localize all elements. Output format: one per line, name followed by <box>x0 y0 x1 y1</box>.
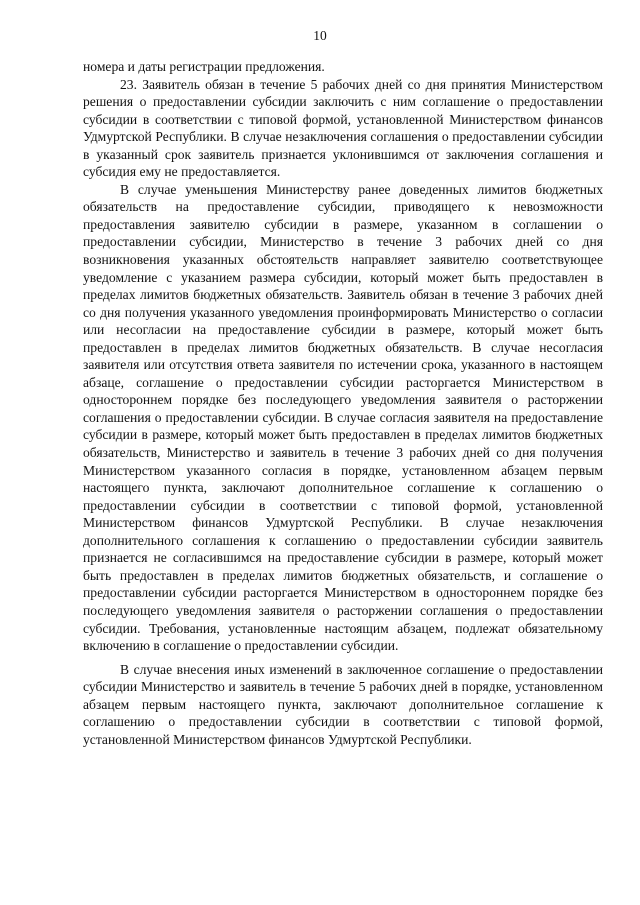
document-body <box>83 58 603 748</box>
paragraph-continuation: номера и даты регистрации предложения. <box>83 59 325 74</box>
paragraph-other-changes: В случае внесения иных изменений в заключенное соглашение о предоставлении субсидии Министерство и заявитель в течение 5 рабочих дней в порядке, установленном абзацем первым настоящего пункта, заключают дополнительное соглашение к соглашению о предоставлении субсидии в соответствии с типовой формой, установленной Министерством финансов Удмуртской Республики. <box>83 661 603 747</box>
paragraph-limits-reduction: В случае уменьшения Министерству ранее доведенных лимитов бюджетных обязательств на предоставление субсидии, приводящего к невозможности предоставления заявителю субсидии в размере, указанном в соглашении о предоставлении субсидии, Министерство в течение 3 рабочих дней со дня возникновения указанных обстоятельств направляет заявителю соответствующее уведомление с указанием размера субсидии, который может быть предоставлен в пределах лимитов бюджетных обязательств. Заявитель обязан в течение 3 рабочих дней со дня получения указанного уведомления проинформировать Министерство о согласии или несогласии на предоставление субсидии в размере, который может быть предоставлен в пределах лимитов бюджетных обязательств. В случае несогласия заявителя или отсутствия ответа заявителя по истечении срока, указанного в настоящем абзаце, соглашение о предоставлении субсидии расторгается Министерством в одностороннем порядке без последующего уведомления заявителя о расторжении соглашения о предоставлении субсидии. В случае согласия заявителя на предоставление субсидии в размере, который может быть предоставлен в пределах лимитов бюджетных обязательств, Министерство и заявитель в течение 3 рабочих дней со дня получения Министерством указанного согласия в порядке, установленном абзацем первым настоящего пункта, заключают дополнительное соглашение к соглашению о предоставлении субсидии в соответствии с типовой формой, установленной Министерством финансов Удмуртской Республики. В случае незаключения дополнительного соглашения к соглашению о предоставлении субсидии заявитель признается не согласившимся на предоставление субсидии в размере, который может быть предоставлен в пределах лимитов бюджетных обязательств, и соглашение о предоставлении субсидии расторгается Министерством в одностороннем порядке без последующего уведомления заявителя о расторжении соглашения о предоставлении субсидии. Требования, установленные настоящим абзацем, подлежат обязательному включению в соглашение о предоставлении субсидии. <box>83 181 603 654</box>
paragraph-item-23: 23. Заявитель обязан в течение 5 рабочих дней со дня принятия Министерством решения о предоставлении субсидии заключить с ним соглашение о предоставлении субсидии в соответствии с типовой формой, установленной Министерством финансов Удмуртской Республики. В случае незаключения соглашения о предоставлении субсидии в указанный срок заявитель признается уклонившимся от заключения соглашения и субсидия ему не предоставляется. <box>83 76 603 180</box>
page-number: 10 <box>313 28 327 43</box>
